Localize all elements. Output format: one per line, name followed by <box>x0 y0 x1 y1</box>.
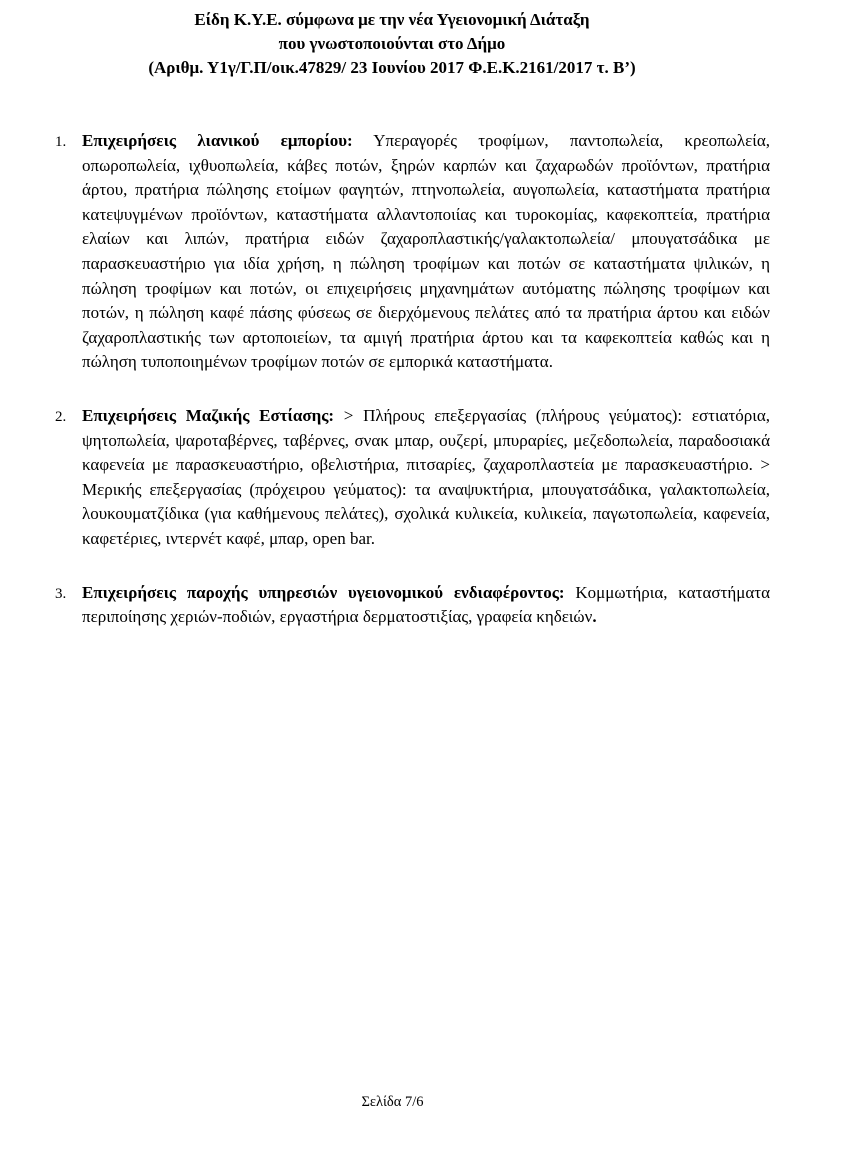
page-footer <box>0 1093 785 1111</box>
list-item-number: 3. <box>55 585 67 602</box>
list-item-lead: Επιχειρήσεις λιανικού εμπορίου: <box>82 131 353 150</box>
title-line-1: Είδη Κ.Υ.Ε. σύμφωνα με την νέα Υγειονομική Διάταξη <box>194 10 590 29</box>
list-item <box>55 581 770 630</box>
list-item-number: 2. <box>55 408 67 425</box>
list-item-lead: Επιχειρήσεις Μαζικής Εστίασης: <box>82 405 335 425</box>
list-item <box>55 404 770 552</box>
title-line-2: που γνωστοποιούνται στο Δήμο <box>278 34 506 53</box>
list-item-body: Υπεραγορές τροφίμων, παντοπωλεία, κρεοπωλεία, οπωροπωλεία, ιχθυοπωλεία, κάβες ποτών, ξηρών καρπών και ζαχαρωδών προϊόντων, πρατήρια άρτου, πρατήρια πώλησης ετοίμων φαγητών, πτηνοπωλεία, αυγοπωλεία, καταστήματα πρατήρια κατεψυγμένων προϊόντων, καταστήματα αλλαντοποιίας και τυροκομίας, καφεκοπτεία, πρατήρια ελαίων και λιπών, πρατήρια ειδών ζαχαροπλαστικής/γαλακτοπωλεία/ μπουγατσάδικα με παρασκευαστήριο για ιδία χρήση, η πώληση τροφίμων και ποτών σε καταστήματα ψιλικών, η πώληση τροφίμων και ποτών, οι επιχειρήσεις μηχανημάτων αυτόματης πώλησης τροφίμων και ποτών, η πώληση καφέ πάσης φύσεως σε διερχόμενους πελάτες από τα πρατήρια άρτου και ειδών ζαχαροπλαστικής των αρτοποιείων, τα αμιγή πρατήρια άρτου και τα καφεκοπτεία καθώς και η πώληση τυποποιημένων τροφίμων ποτών σε εμπορικά καταστήματα. <box>82 131 770 372</box>
numbered-list <box>55 129 770 630</box>
list-item-tail: . <box>592 607 597 627</box>
document-title <box>0 8 784 80</box>
list-item-number: 1. <box>55 134 67 150</box>
list-item-body: > Πλήρους επεξεργασίας (πλήρους γεύματος): εστιατόρια, ψητοπωλεία, ψαροταβέρνες, ταβέρνες, σνακ μπαρ, ουζερί, μπυραρίες, μεζεδοπωλεία, παραδοσιακά καφενεία με παρασκευαστήριο, οβελιστήρια, πιτσαρίες, ζαχαροπλαστεία με παρασκευαστήριο. > Μερικής επεξεργασίας (πρόχειρου γεύματος): τα αναψυκτήρια, μπουγατσάδικα, γαλακτοπωλεία, λουκουματζίδικα (για καθήμενους πελάτες), σχολικά κυλικεία, κυλικεία, παγωτοπωλεία, καφενεία, καφετέριες, ιντερνέτ καφέ, μπαρ, open bar. <box>82 405 771 548</box>
list-item-text <box>82 404 770 552</box>
list-item-text <box>82 581 770 630</box>
list-item-lead: Επιχειρήσεις παροχής υπηρεσιών υγειονομικού ενδιαφέροντος: <box>82 582 565 602</box>
title-line-3: (Αριθμ. Υ1γ/Γ.Π/οικ.47829/ 23 Ιουνίου 2017 Φ.Ε.Κ.2161/2017 τ. Β’) <box>148 58 636 77</box>
page-number-label: Σελίδα 7/6 <box>361 1094 424 1110</box>
list-item-body: Κομμωτήρια, καταστήματα περιποίησης χεριών-ποδιών, εργαστήρια δερματοστιξίας, γραφεία κηδειών <box>82 582 770 627</box>
list-item <box>55 129 770 375</box>
list-item-text <box>82 129 770 375</box>
